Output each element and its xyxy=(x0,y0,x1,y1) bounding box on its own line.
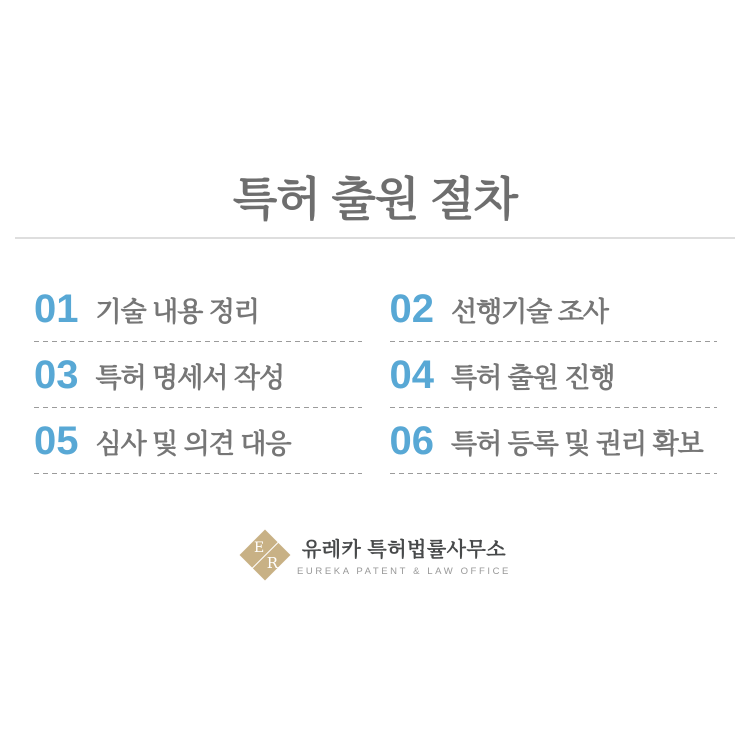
company-logo xyxy=(0,529,750,581)
step-label: 특허 등록 및 권리 확보 xyxy=(451,428,703,459)
step-label: 심사 및 의견 대응 xyxy=(95,428,291,459)
steps-grid xyxy=(34,276,717,474)
step-number: 01 xyxy=(34,287,79,331)
monogram-letter-r: R xyxy=(266,554,278,572)
step-item-01 xyxy=(34,276,362,342)
logo-diamond-icon xyxy=(239,529,291,581)
dashed-divider xyxy=(390,473,718,474)
logo-company-name: 유레카 특허법률사무소 xyxy=(301,539,507,561)
step-number: 02 xyxy=(389,287,434,331)
step-number: 05 xyxy=(34,419,79,463)
page-title: 특허 출원 절차 xyxy=(232,173,518,225)
step-number: 04 xyxy=(389,353,434,397)
logo-text-block xyxy=(297,533,511,577)
dashed-divider xyxy=(34,473,362,474)
step-item-04 xyxy=(390,342,718,408)
step-item-05 xyxy=(34,408,362,474)
step-item-06 xyxy=(390,408,718,474)
logo-company-name-english: EUREKA PATENT & LAW OFFICE xyxy=(297,566,511,577)
step-label: 기술 내용 정리 xyxy=(95,296,259,327)
monogram-letter-e: E xyxy=(254,540,265,556)
step-number: 06 xyxy=(389,419,434,463)
step-item-02 xyxy=(390,276,718,342)
step-label: 특허 명세서 작성 xyxy=(95,362,285,393)
step-item-03 xyxy=(34,342,362,408)
step-label: 특허 출원 진행 xyxy=(451,362,615,393)
title-section xyxy=(15,0,735,239)
step-number: 03 xyxy=(34,353,79,397)
step-label: 선행기술 조사 xyxy=(451,296,608,327)
